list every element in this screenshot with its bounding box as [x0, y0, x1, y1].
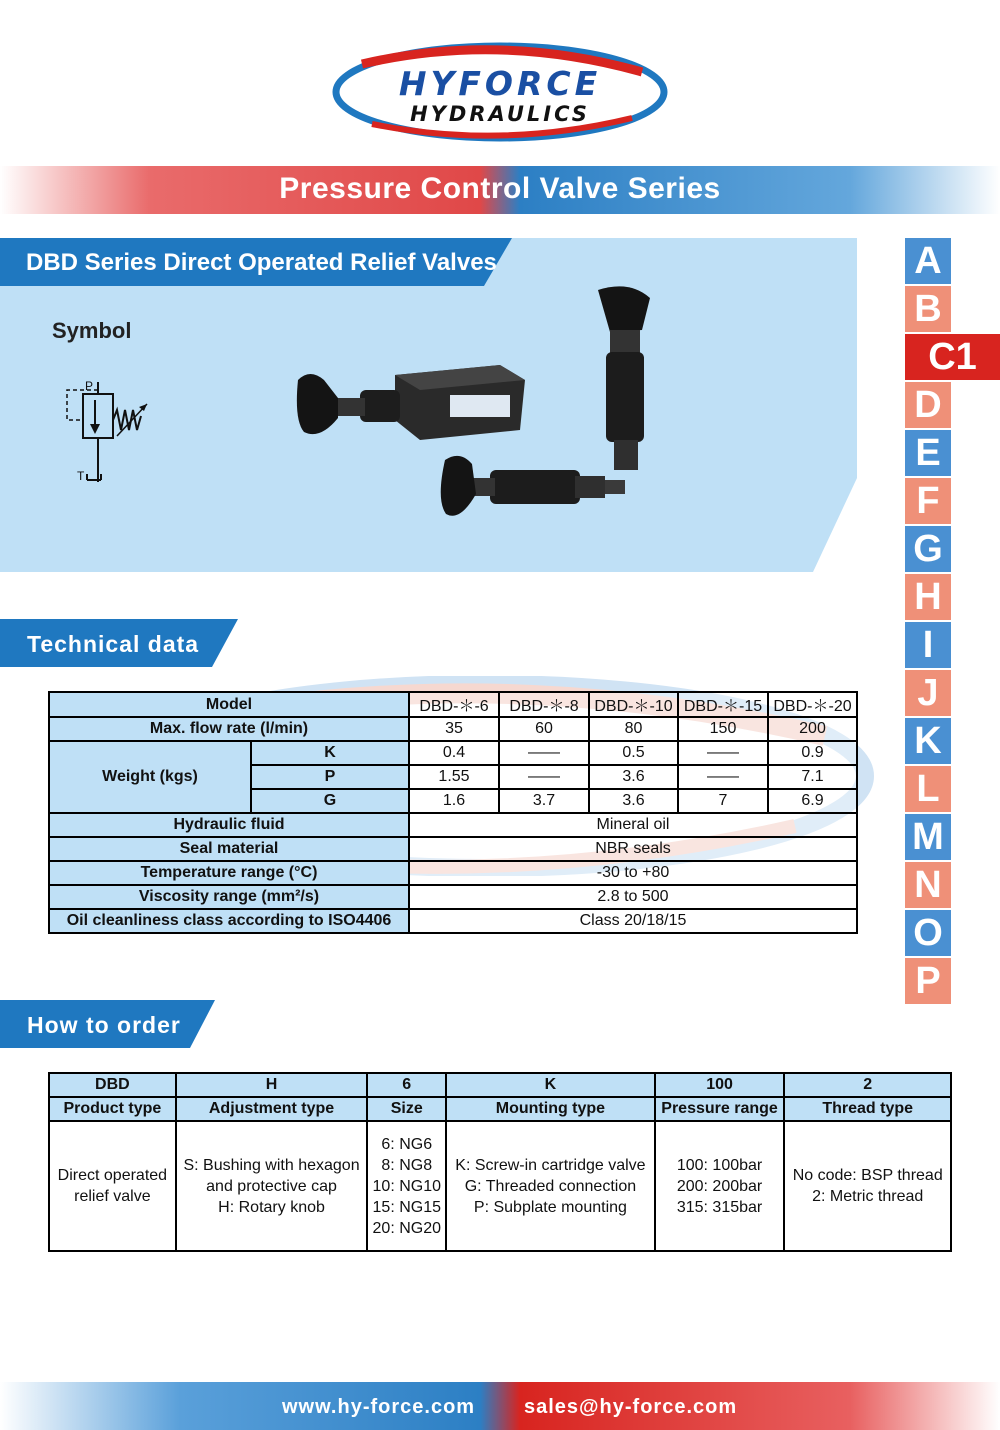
flow-cell: 80: [589, 717, 678, 741]
order-detail-size: [367, 1121, 446, 1251]
weight-cell: 0.5: [589, 741, 678, 765]
footer-email-link[interactable]: sales@hy-force.com: [524, 1396, 738, 1418]
detail-line: 6: NG6: [381, 1135, 433, 1153]
index-tab-f[interactable]: F: [905, 478, 951, 524]
footer-website-link[interactable]: www.hy-force.com: [282, 1396, 476, 1418]
detail-line: H: Rotary knob: [218, 1198, 325, 1216]
prop-value: -30 to +80: [409, 861, 857, 885]
detail-line: 15: NG15: [372, 1198, 441, 1216]
weight-label: Weight (kgs): [49, 741, 251, 813]
detail-line: No code: BSP thread: [792, 1167, 943, 1184]
weight-cell: 3.6: [589, 765, 678, 789]
order-code: K: [446, 1073, 654, 1097]
index-tab-i[interactable]: I: [905, 622, 951, 668]
order-label: Mounting type: [446, 1097, 654, 1121]
prop-label: Oil cleanliness class according to ISO4406: [49, 909, 409, 933]
index-tab-j[interactable]: J: [905, 670, 951, 716]
order-detail-adjustment: [176, 1121, 368, 1251]
table-row: [49, 861, 857, 885]
weight-cell: 3.6: [589, 789, 678, 813]
index-tab-n[interactable]: N: [905, 862, 951, 908]
weight-cell: 0.9: [768, 741, 857, 765]
detail-line: K: Screw-in cartridge valve: [455, 1156, 646, 1174]
detail-line: S: Bushing with hexagon: [183, 1156, 360, 1174]
model-cell: DBD-＊-20: [768, 692, 857, 717]
index-tab-h[interactable]: H: [905, 574, 951, 620]
flow-cell: 150: [678, 717, 768, 741]
flow-cell: 60: [499, 717, 589, 741]
series-title: Pressure Control Valve Series: [279, 172, 721, 205]
model-cell: DBD-＊-8: [499, 692, 589, 717]
order-code: 6: [367, 1073, 446, 1097]
weight-cell: 7.1: [768, 765, 857, 789]
weight-cell: 1.55: [409, 765, 499, 789]
prop-value: Mineral oil: [409, 813, 857, 837]
weight-cell: 7: [678, 789, 768, 813]
prop-label: Hydraulic fluid: [49, 813, 409, 837]
prop-value: Class 20/18/15: [409, 909, 857, 933]
weight-type: G: [251, 789, 409, 813]
table-row: [49, 1073, 951, 1097]
index-tab-d[interactable]: D: [905, 382, 951, 428]
order-heading: How to order: [27, 1012, 181, 1038]
logo-brand-name: HYFORCE: [398, 64, 602, 103]
index-tab-m[interactable]: M: [905, 814, 951, 860]
prop-label: Viscosity range (mm²/s): [49, 885, 409, 909]
order-table: [48, 1072, 952, 1252]
relief-valve-symbol-icon: [55, 380, 165, 490]
order-label: Product type: [49, 1097, 176, 1121]
table-row: [49, 837, 857, 861]
detail-line: 100: 100bar: [676, 1156, 763, 1174]
table-row: [49, 741, 857, 765]
table-row: [49, 885, 857, 909]
index-tab-k[interactable]: K: [905, 718, 951, 764]
prop-label: Seal material: [49, 837, 409, 861]
order-detail-thread: [784, 1121, 951, 1251]
order-label: Adjustment type: [176, 1097, 368, 1121]
technical-table: [48, 691, 858, 934]
detail-line: 10: NG10: [372, 1177, 441, 1195]
index-tab-l[interactable]: L: [905, 766, 951, 812]
order-label: Size: [367, 1097, 446, 1121]
table-row: [49, 1097, 951, 1121]
prop-label: Temperature range (°C): [49, 861, 409, 885]
detail-line: 20: NG20: [372, 1219, 441, 1237]
index-tab-a[interactable]: A: [905, 238, 951, 284]
detail-line: Direct operated: [57, 1167, 168, 1184]
detail-line: 8: NG8: [381, 1156, 433, 1174]
footer-band: [0, 1382, 1000, 1430]
order-code: H: [176, 1073, 368, 1097]
detail-line: and protective cap: [206, 1177, 337, 1195]
weight-cell: ——: [678, 765, 768, 789]
table-row: [49, 1121, 951, 1251]
technical-heading: Technical data: [27, 631, 200, 657]
model-cell: DBD-＊-6: [409, 692, 499, 717]
index-tab-g[interactable]: G: [905, 526, 951, 572]
order-code: 2: [784, 1073, 951, 1097]
index-tab-c1[interactable]: C1: [905, 334, 1000, 380]
table-row: [49, 717, 857, 741]
model-cell: DBD-＊-10: [589, 692, 678, 717]
brand-logo: [332, 42, 668, 142]
model-cell: DBD-＊-15: [678, 692, 768, 717]
detail-line: relief valve: [74, 1188, 151, 1205]
weight-cell: 6.9: [768, 789, 857, 813]
index-tab-o[interactable]: O: [905, 910, 951, 956]
detail-line: 315: 315bar: [676, 1198, 763, 1216]
order-label: Thread type: [784, 1097, 951, 1121]
order-label: Pressure range: [655, 1097, 785, 1121]
model-label: Model: [49, 692, 409, 717]
symbol-label: Symbol: [52, 318, 132, 343]
flow-label: Max. flow rate (l/min): [49, 717, 409, 741]
product-title: DBD Series Direct Operated Relief Valves: [26, 249, 497, 276]
weight-cell: 3.7: [499, 789, 589, 813]
weight-cell: 1.6: [409, 789, 499, 813]
order-code: DBD: [49, 1073, 176, 1097]
logo-brand-sub: HYDRAULICS: [410, 102, 590, 126]
flow-cell: 35: [409, 717, 499, 741]
table-row: [49, 909, 857, 933]
index-tab-b[interactable]: B: [905, 286, 951, 332]
detail-line: P: Subplate mounting: [473, 1198, 627, 1216]
index-tab-e[interactable]: E: [905, 430, 951, 476]
detail-line: 200: 200bar: [676, 1177, 763, 1195]
table-row: [49, 692, 857, 717]
symbol-port-p: P: [85, 380, 94, 393]
flow-cell: 200: [768, 717, 857, 741]
prop-value: NBR seals: [409, 837, 857, 861]
table-row: [49, 813, 857, 837]
order-code: 100: [655, 1073, 785, 1097]
weight-type: K: [251, 741, 409, 765]
order-detail-mounting: [446, 1121, 654, 1251]
detail-line: 2: Metric thread: [812, 1188, 924, 1205]
weight-cell: ——: [678, 741, 768, 765]
order-detail-pressure: [655, 1121, 785, 1251]
symbol-port-t: T: [77, 469, 85, 483]
weight-type: P: [251, 765, 409, 789]
weight-cell: 0.4: [409, 741, 499, 765]
detail-line: G: Threaded connection: [464, 1177, 637, 1195]
order-detail-product: [49, 1121, 176, 1251]
weight-cell: ——: [499, 765, 589, 789]
prop-value: 2.8 to 500: [409, 885, 857, 909]
valve-product-image: [290, 280, 670, 540]
index-tab-p[interactable]: P: [905, 958, 951, 1004]
weight-cell: ——: [499, 741, 589, 765]
